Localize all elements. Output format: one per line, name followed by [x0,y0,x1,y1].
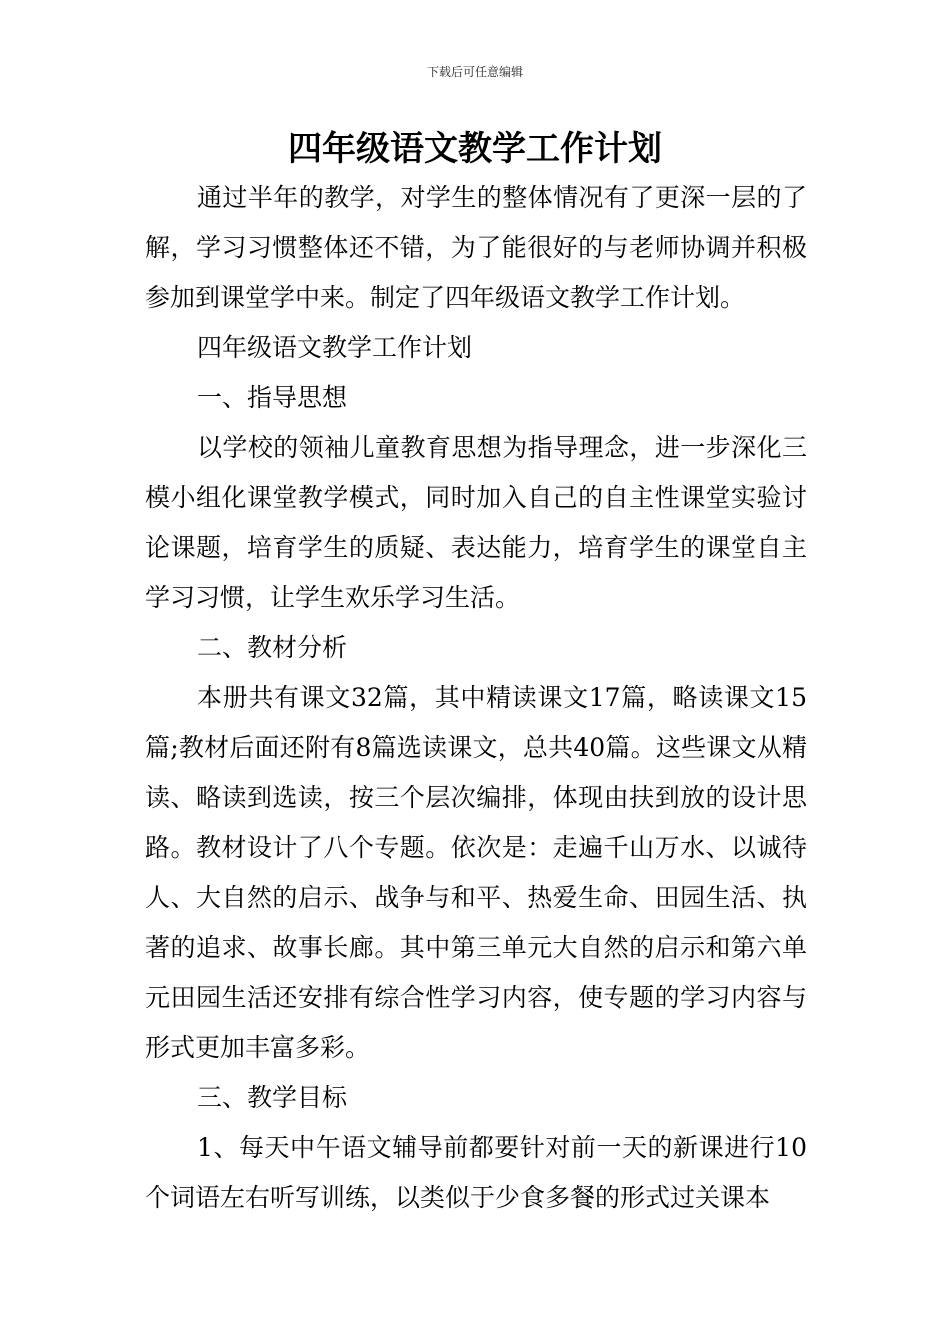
section-heading-textbook-analysis: 二、教材分析 [197,633,348,662]
textbook-analysis-paragraph: 本册共有课文32篇，其中精读课文17篇，略读课文15篇;教材后面还附有8篇选读课文，总共40篇。这些课文从精读、略读到选读，按三个层次编排，体现由扶到放的设计思路。教材设计了八个专题。依次是：走遍千山万水、以诚待人、大自然的启示、战争与和平、热爱生命、田园生活、执著的追求、故事长廊。其中第三单元大自然的启示和第六单元田园生活还安排有综合性学习内容，使专题的学习内容与形式更加丰富多彩。 [145,683,807,1062]
header-note: 下载后可任意编辑 [426,65,523,79]
intro-paragraph: 通过半年的教学，对学生的整体情况有了更深一层的了解，学习习惯整体还不错，为了能很好的与老师协调并积极参加到课堂学中来。制定了四年级语文教学工作计划。 [145,183,807,312]
teaching-goal-item-1: 1、每天中午语文辅导前都要针对前一天的新课进行10个词语左右听写训练，以类似于少食多餐的形式过关课本 [145,1133,807,1212]
document-title: 四年级语文教学工作计划 [288,129,662,169]
section-heading-guiding-idea: 一、指导思想 [197,383,348,412]
section-heading-teaching-goals: 三、教学目标 [197,1083,348,1112]
guiding-idea-paragraph: 以学校的领袖儿童教育思想为指导理念，进一步深化三模小组化课堂教学模式，同时加入自己的自主性课堂实验讨论课题，培育学生的质疑、表达能力，培育学生的课堂自主学习习惯，让学生欢乐学习生活。 [145,433,807,612]
subtitle-paragraph: 四年级语文教学工作计划 [197,333,473,362]
document-body [145,173,807,1223]
